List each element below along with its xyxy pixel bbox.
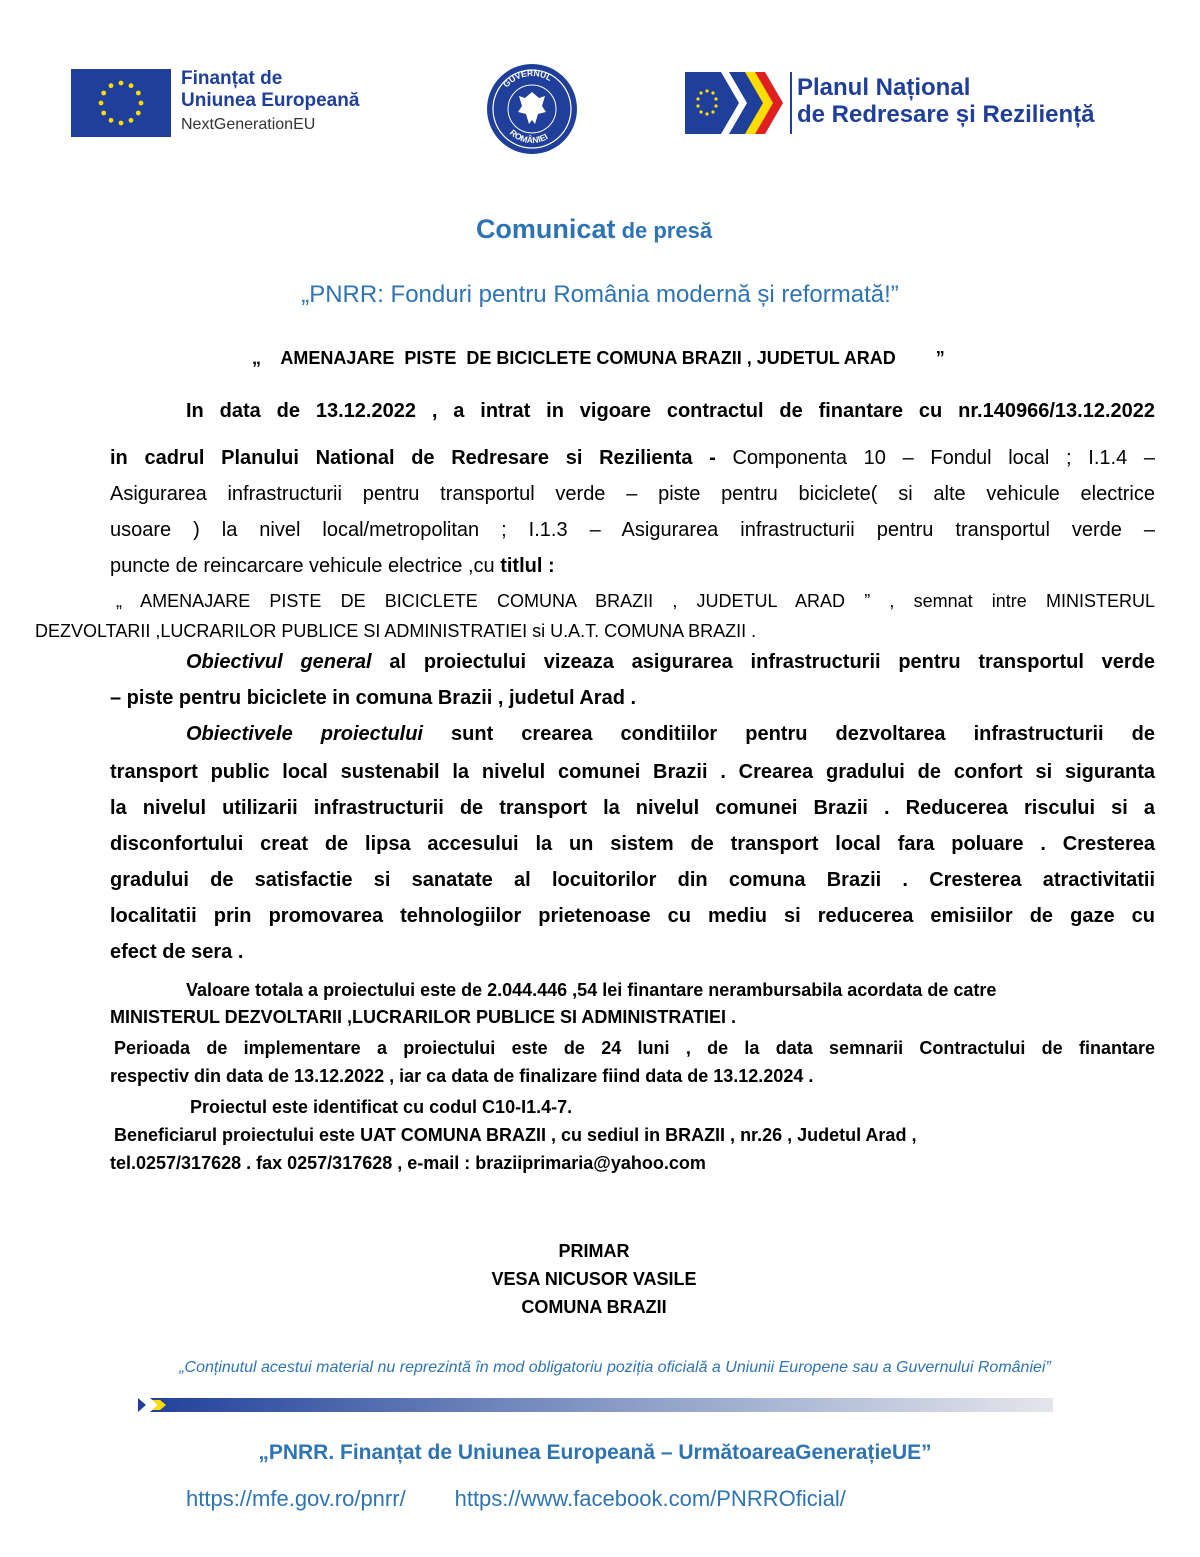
p3-line2: transport public local sustenabil la nivelul comunei Brazii . Crearea gradului de confort si siguranta: [110, 761, 1155, 783]
p2-line1: [186, 644, 1155, 680]
p1-line5-b: titlul :: [500, 555, 555, 577]
detail-value-line2: MINISTERUL DEZVOLTARII ,LUCRARILOR PUBLICE SI ADMINISTRATIEI .: [110, 1007, 736, 1027]
p3-line5: gradului de satisfactie si sanatate al locuitorilor din comuna Brazii . Cresterea atractivitatii: [110, 869, 1155, 891]
title-main: Comunicat: [475, 214, 616, 244]
p3-line1-rest: sunt crearea conditiilor pentru dezvoltarea infrastructurii de: [423, 723, 1155, 745]
p1-line1: In data de 13.12.2022 , a intrat in vigoare contractul de finantare cu nr.140966/13.12.2022: [186, 400, 1155, 422]
eu-logo-line3: NextGenerationEU: [181, 116, 316, 133]
p1-line5: [110, 548, 1155, 584]
p3-line4: disconfortului creat de lipsa accesului la un sistem de transport local fara poluare . Cresterea: [110, 833, 1155, 855]
p1-line2-bold: in cadrul Planului National de Redresare si Rezilienta -: [110, 447, 733, 469]
footer-link-facebook[interactable]: https://www.facebook.com/PNRROficial/: [454, 1486, 846, 1511]
footer-links: [186, 1486, 846, 1512]
eu-logo-line2: Uniunea Europeană: [181, 90, 360, 111]
p3-line7: efect de sera .: [110, 941, 244, 963]
p1-line2: [110, 440, 1155, 476]
page-title: [0, 214, 1188, 245]
pnrr-logo-divider: [790, 72, 792, 134]
signature-name: VESA NICUSOR VASILE: [491, 1269, 697, 1289]
signature-org: COMUNA BRAZII: [521, 1297, 667, 1317]
footer-slogan: „PNRR. Finanțat de Uniunea Europeană – UrmătoareaGenerațieUE”: [258, 1441, 932, 1464]
p1-line4: usoare ) la nivel local/metropolitan ; I.1.3 – Asigurarea infrastructurii pentru transportul verde –: [110, 519, 1155, 541]
guvernul-romaniei-seal-icon: [485, 62, 579, 156]
p2-line2: – piste pentru biciclete in comuna Brazii , judetul Arad .: [110, 687, 637, 709]
detail-value-line1: Valoare totala a proiectului este de 2.044.446 ,54 lei finantare nerambursabila acordata de catre: [186, 980, 997, 1000]
p1-line3: Asigurarea infrastructurii pentru transportul verde – piste pentru biciclete( si alte vehicule electrice: [110, 483, 1155, 505]
title-rest: de presă: [615, 218, 713, 243]
footer-link-mfe[interactable]: https://mfe.gov.ro/pnrr/: [186, 1486, 406, 1511]
pnrr-arrows-icon: [685, 72, 785, 134]
detail-beneficiary-line2: tel.0257/317628 . fax 0257/317628 , e-mail : braziiprimaria@yahoo.com: [110, 1153, 706, 1173]
p2-line1-italic: Obiectivul general: [186, 651, 372, 673]
p2-line1-rest: al proiectului vizeaza asigurarea infrastructurii pentru transportul verde: [371, 651, 1156, 673]
signature-block: [0, 1237, 1188, 1321]
eu-funding-logo-text: [181, 68, 359, 136]
eu-flag-icon: [71, 69, 171, 137]
detail-period-line2: respectiv din data de 13.12.2022 , iar ca data de finalizare fiind data de 13.12.2024 .: [110, 1066, 814, 1086]
p3-line3: la nivelul utilizarii infrastructurii de transport la nivelul comunei Brazii . Reducerea riscului si a: [110, 797, 1155, 819]
pnrr-logo-line2: de Redresare și Reziliență: [797, 101, 1095, 128]
page-subtitle: „PNRR: Fonduri pentru România modernă și reformată!”: [301, 281, 899, 308]
pnrr-logo-text: [797, 74, 1094, 128]
eu-logo-line1: Finanțat de: [181, 68, 283, 89]
p3-line1-italic: Obiectivele proiectului: [186, 723, 423, 745]
project-title: „ AMENAJARE PISTE DE BICICLETE COMUNA BRAZII , JUDETUL ARAD ”: [252, 348, 945, 368]
p1-line5-a: puncte de reincarcare vehicule electrice ,cu: [110, 555, 501, 577]
p3-line6: localitatii prin promovarea tehnologiilor prietenoase cu mediu si reducerea emisiilor de gaze cu: [110, 905, 1155, 927]
p3-line1: [186, 716, 1155, 752]
p1-line6: „ AMENAJARE PISTE DE BICICLETE COMUNA BRAZII , JUDETUL ARAD ” , semnat intre MINISTERUL: [116, 591, 1155, 611]
svg-text:GUVERNUL: GUVERNUL: [500, 67, 554, 90]
p1-line7: DEZVOLTARII ,LUCRARILOR PUBLICE SI ADMINISTRATIEI si U.A.T. COMUNA BRAZII .: [35, 621, 757, 641]
footer-disclaimer: „Conținutul acestui material nu reprezintă în mod obligatoriu poziția oficială a Uniunii Europene sau a Guvernului României”: [179, 1359, 1051, 1376]
svg-text:ROMÂNIEI: ROMÂNIEI: [507, 127, 550, 146]
signature-role: PRIMAR: [558, 1241, 630, 1261]
pnrr-footer-bar-icon: [138, 1398, 1053, 1412]
detail-beneficiary-line1: Beneficiarul proiectului este UAT COMUNA BRAZII , cu sediul in BRAZII , nr.26 , Judetul Arad ,: [114, 1125, 917, 1145]
detail-period-line1: Perioada de implementare a proiectului este de 24 luni , de la data semnarii Contractului de finantare: [114, 1038, 1155, 1058]
p1-line2-rest: Componenta 10 – Fondul local ; I.1.4 –: [732, 447, 1155, 469]
detail-code: Proiectul este identificat cu codul C10-I1.4-7.: [190, 1097, 573, 1117]
pnrr-logo-line1: Planul Național: [797, 74, 971, 101]
